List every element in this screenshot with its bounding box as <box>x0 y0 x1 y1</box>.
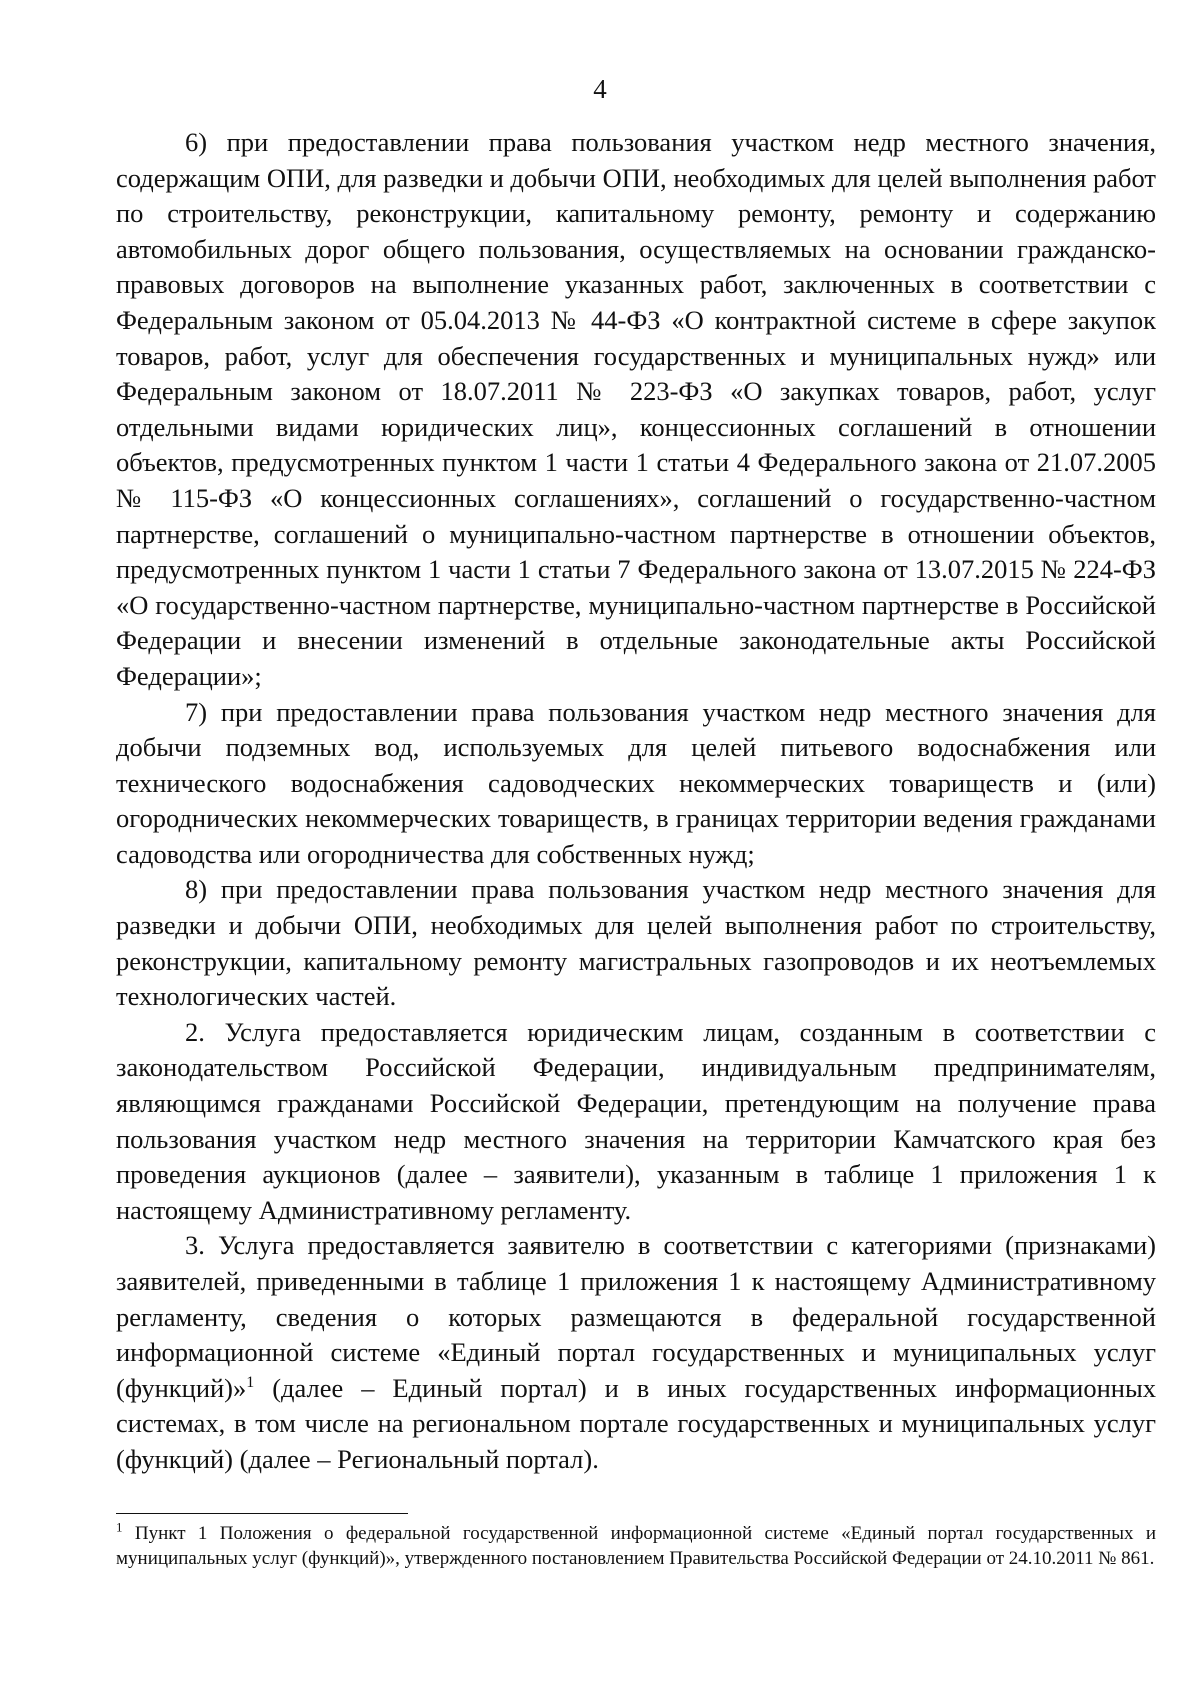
paragraph-item-7: 7) при предоставлении права пользования участком недр местного значения для добычи подземных вод, используемых для целей питьевого водоснабжения или технического водоснабжения садоводческих некоммерческих товариществ и (или) огороднических некоммерческих товариществ, в границах территории ведения гражданами садоводства или огородничества для собственных нужд; <box>116 696 1156 869</box>
page-number: 4 <box>593 74 607 104</box>
paragraph-section-3-text-start: 3. Услуга предоставляется заявителю в соответствии с категориями (признаками) заявителей, приведенными в таблице 1 приложения 1 к настоящему Административному регламенту, сведения о которых размещаются в федеральной государственной информационной системе «Единый портал государственных и муниципальных услуг (функций)» <box>116 1230 1156 1403</box>
paragraph-item-6: 6) при предоставлении права пользования участком недр местного значения, содержащим ОПИ, для разведки и добычи ОПИ, необходимых для целей выполнения работ по строительству, реконструкции, капитальному ремонту, ремонту и содержанию автомобильных дорог общего пользования, осуществляемых на основании гражданско-правовых договоров на выполнение указанных работ, заключенных в соответствии с Федеральным законом от 05.04.2013 № 44-ФЗ «О контрактной системе в сфере закупок товаров, работ, услуг для обеспечения государственных и муниципальных нужд» или Федеральным законом от 18.07.2011 № 223-ФЗ «О закупках товаров, работ, услуг отдельными видами юридических лиц», концессионных соглашений в отношении объектов, предусмотренных пунктом 1 части 1 статьи 4 Федерального закона от 21.07.2005 № 115-ФЗ «О концессионных соглашениях», соглашений о государственно-частном партнерстве, соглашений о муниципально-частном партнерстве в отношении объектов, предусмотренных пунктом 1 части 1 статьи 7 Федерального закона от 13.07.2015 № 224-ФЗ «О государственно-частном партнерстве, муниципально-частном партнерстве в Российской Федерации и внесении изменений в отдельные законодательные акты Российской Федерации»; <box>116 127 1156 691</box>
footnote-reference[interactable]: 1 <box>246 1373 255 1391</box>
footnote <box>116 1519 1156 1571</box>
footnote-divider <box>116 1513 408 1514</box>
paragraph-item-8: 8) при предоставлении права пользования участком недр местного значения для разведки и добычи ОПИ, необходимых для целей выполнения работ по строительству, реконструкции, капитальному ремонту магистральных газопроводов и их неотъемлемых технологических частей. <box>116 874 1156 1012</box>
paragraph-section-2: 2. Услуга предоставляется юридическим лицам, созданным в соответствии с законодательством Российской Федерации, индивидуальным предпринимателям, являющимся гражданами Российской Федерации, претендующим на получение права пользования участком недр местного значения на территории Камчатского края без проведения аукционов (далее – заявители), указанным в таблице 1 приложения 1 к настоящему Административному регламенту. <box>116 1016 1156 1225</box>
paragraph-section-3-text-end: (далее – Единый портал) и в иных государственных информационных системах, в том числе на региональном портале государственных и муниципальных услуг (функций) (далее – Региональный портал). <box>116 1372 1156 1474</box>
footnote-marker: 1 <box>116 1519 123 1535</box>
document-body <box>116 125 1156 1478</box>
paragraph-section-3 <box>116 1228 1156 1477</box>
footnote-text: Пункт 1 Положения о федеральной государственной информационной системе «Единый портал государственных и муниципальных услуг (функций)», утвержденного постановлением Правительства Российской Федерации от 24.10.2011 № 861. <box>116 1523 1156 1569</box>
